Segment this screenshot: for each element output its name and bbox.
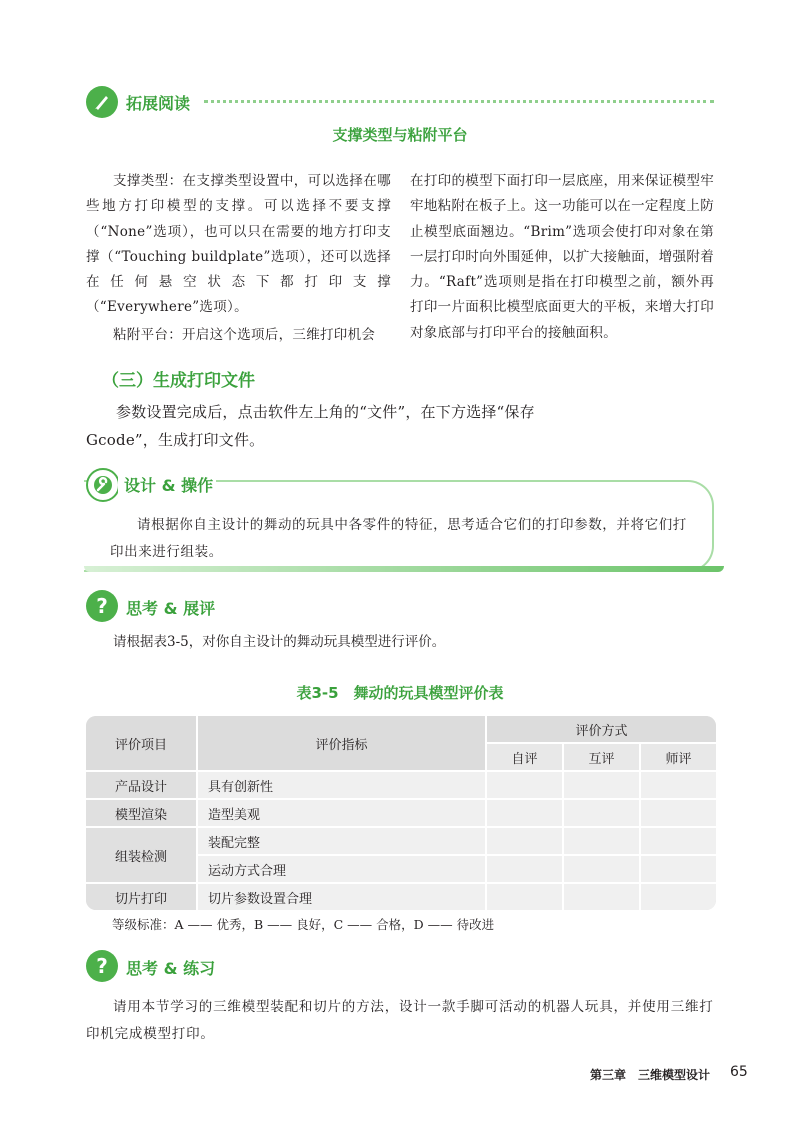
header-index: 评价指标 (198, 716, 487, 772)
cell-teacher (641, 772, 716, 800)
cell-self (487, 772, 564, 800)
table-row (86, 884, 716, 910)
row-index: 造型美观 (198, 800, 487, 828)
extended-reading-heading: 拓展阅读 (126, 94, 191, 113)
left-column (86, 169, 391, 348)
cell-self (487, 828, 564, 856)
extended-reading-subtitle: 支撑类型与粘附平台 (332, 126, 468, 144)
question-icon: ? (86, 590, 118, 622)
row-item: 组装检测 (86, 828, 198, 884)
header-self: 自评 (487, 744, 564, 772)
right-column (410, 169, 714, 346)
table-row (86, 772, 716, 800)
cell-self (487, 856, 564, 884)
design-heading: 设计 & 操作 (124, 476, 214, 495)
think-practice-heading: 思考 & 练习 (126, 959, 216, 978)
cell-self (487, 800, 564, 828)
section-title: （三）生成打印文件 (102, 371, 255, 391)
row-index: 切片参数设置合理 (198, 884, 487, 910)
think-eval-heading: 思考 & 展评 (126, 599, 216, 618)
header-peer: 互评 (564, 744, 641, 772)
right-column-text: 在打印的模型下面打印一层底座，用来保证模型牢牢地粘附在板子上。这一功能可以在一定程度上防止模型底面翘边。“Brim”选项会使打印对象在第一层打印时向外围延伸，以扩大接触面，增强附着力。“Raft”选项则是指在打印模型之前，额外再打印一片面积比模型底面更大的平板，来增大打印对象底部与打印平台的接触面积。 (410, 173, 714, 341)
design-box-bottom (84, 566, 724, 572)
section-body: 参数设置完成后，点击软件左上角的“文件”，在下方选择“保存Gcode”，生成打印文件。 (86, 403, 535, 449)
pen-leaf-icon (86, 86, 118, 118)
header-teacher: 师评 (641, 744, 716, 772)
cell-teacher (641, 856, 716, 884)
divider (204, 100, 714, 103)
row-item: 产品设计 (86, 772, 198, 800)
footer-chapter: 第三章 三维模型设计 (590, 1068, 711, 1082)
think-practice-body: 请用本节学习的三维模型装配和切片的方法，设计一款手脚可活动的机器人玩具，并使用三维打印机完成模型打印。 (86, 999, 714, 1042)
cell-teacher (641, 884, 716, 910)
row-item: 切片打印 (86, 884, 198, 910)
row-index: 具有创新性 (198, 772, 487, 800)
row-index: 运动方式合理 (198, 856, 487, 884)
grade-note: 等级标准：A —— 优秀，B —— 良好，C —— 合格，D —— 待改进 (112, 917, 495, 932)
header-item: 评价项目 (86, 716, 198, 772)
design-body: 请根据你自主设计的舞动的玩具中各零件的特征，思考适合它们的打印参数，并将它们打印出来进行组装。 (110, 517, 687, 560)
question-icon: ? (86, 950, 118, 982)
support-type-paragraph: 支撑类型：在支撑类型设置中，可以选择在哪些地方打印模型的支撑。可以选择不要支撑（“None”选项），也可以只在需要的地方打印支撑（“Touching buildplate”选项），还可以选择在任何悬空状态下都打印支撑（“Everywhere”选项）。 (86, 173, 391, 316)
evaluation-table (86, 716, 716, 910)
row-index: 装配完整 (198, 828, 487, 856)
adhesion-paragraph: 粘附平台：开启这个选项后，三维打印机会 (113, 326, 376, 343)
table-row (86, 828, 716, 856)
row-item: 模型渲染 (86, 800, 198, 828)
cell-peer (564, 772, 641, 800)
wrench-icon (86, 468, 120, 502)
cell-teacher (641, 800, 716, 828)
cell-peer (564, 800, 641, 828)
cell-peer (564, 856, 641, 884)
think-eval-body: 请根据表3-5，对你自主设计的舞动玩具模型进行评价。 (113, 634, 446, 650)
cell-peer (564, 828, 641, 856)
cell-teacher (641, 828, 716, 856)
table-caption: 表3-5 舞动的玩具模型评价表 (296, 684, 504, 702)
cell-peer (564, 884, 641, 910)
cell-self (487, 884, 564, 910)
table-row (86, 800, 716, 828)
page-number: 65 (730, 1064, 748, 1080)
header-method: 评价方式 (487, 716, 716, 744)
